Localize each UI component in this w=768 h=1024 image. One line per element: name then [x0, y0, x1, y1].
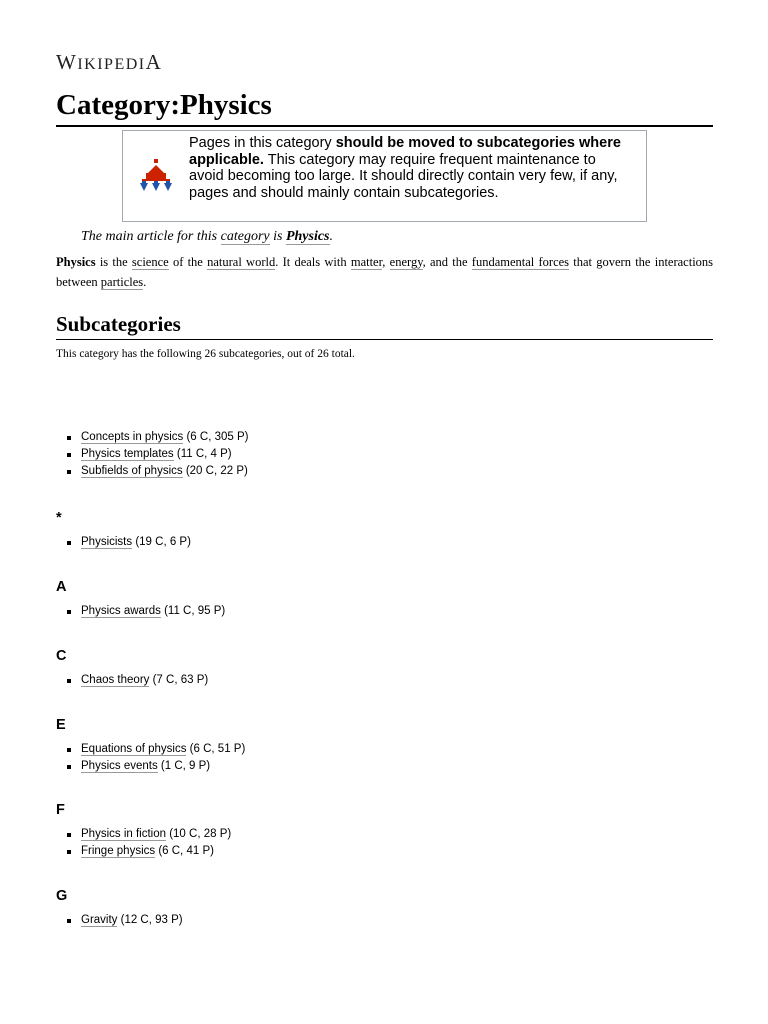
subcategory-counts: (7 C, 63 P) [149, 674, 209, 686]
subcategory-link[interactable]: Physics awards [81, 605, 161, 617]
subcategory-item [56, 758, 713, 775]
subcategory-counts: (20 C, 22 P) [182, 465, 248, 477]
subcategory-link[interactable]: Physics templates [81, 448, 174, 460]
group-letter-heading: E [56, 717, 66, 733]
group-letter-heading: * [56, 510, 62, 526]
subcategory-counts: (19 C, 6 P) [132, 536, 191, 548]
subcategory-link[interactable]: Fringe physics [81, 845, 156, 857]
subcategory-link[interactable]: Physics in fiction [81, 828, 167, 840]
subcategory-list [56, 826, 713, 860]
subcategory-link[interactable]: Equations of physics [81, 743, 187, 755]
subcategory-item [56, 534, 713, 551]
group-letter-heading: C [56, 648, 67, 664]
natural-world-link[interactable]: natural world [207, 255, 276, 269]
subcategory-counts: (11 C, 95 P) [160, 605, 226, 617]
subcategory-item [56, 912, 713, 929]
subcategory-item [56, 429, 713, 446]
wikipedia-logo[interactable]: WIKIPEDIA [56, 50, 163, 74]
subcategory-list [56, 534, 713, 551]
subcategory-item [56, 826, 713, 843]
subcategory-item [56, 843, 713, 860]
subcategory-link[interactable]: Physicists [81, 536, 133, 548]
particles-link[interactable]: particles [100, 275, 144, 289]
subcategories-heading: Subcategories [56, 311, 713, 340]
subcategory-group [56, 801, 713, 860]
matter-link[interactable]: matter [350, 255, 383, 269]
page-title: Category:Physics [56, 86, 713, 127]
subcategory-list [56, 672, 713, 689]
category-link[interactable]: category [220, 229, 270, 244]
group-letter-heading: G [56, 888, 68, 904]
subcategory-counts: (11 C, 4 P) [173, 448, 232, 460]
notice-emphasis: should be moved to subcategories where applicable. [189, 135, 621, 168]
subcategory-group [56, 647, 713, 689]
subcategory-group [56, 429, 713, 480]
subcategory-group [56, 716, 713, 775]
subcategory-list [56, 741, 713, 775]
energy-link[interactable]: energy [389, 255, 423, 269]
subcategory-link[interactable]: Gravity [81, 914, 118, 926]
subcategory-item [56, 741, 713, 758]
subcategory-list [56, 912, 713, 929]
group-letter-heading: A [56, 579, 67, 595]
maintenance-notice-box [122, 130, 647, 222]
subcategory-item [56, 446, 713, 463]
subcategory-link[interactable]: Chaos theory [81, 674, 150, 686]
subcategory-list [56, 429, 713, 480]
subcategory-counts: (6 C, 305 P) [183, 431, 249, 443]
subcategory-group [56, 578, 713, 620]
subcategory-link[interactable]: Physics events [81, 760, 158, 772]
science-link[interactable]: science [131, 255, 169, 269]
category-diffusion-icon [136, 155, 176, 199]
subcategory-item [56, 463, 713, 480]
subcategory-counts: (6 C, 41 P) [155, 845, 214, 857]
category-description: Physics is the science of the natural world. It deals with matter, energy, and the fundamental forces that govern the interactions between particles. [56, 255, 714, 289]
subcategory-counts: (10 C, 28 P) [166, 828, 232, 840]
subcategory-link[interactable]: Concepts in physics [81, 431, 184, 443]
subcategory-group [56, 509, 713, 551]
subcategory-count-text: This category has the following 26 subcategories, out of 26 total. [56, 348, 355, 360]
subcategory-item [56, 603, 713, 620]
subcategory-item [56, 672, 713, 689]
subcategory-link[interactable]: Subfields of physics [81, 465, 183, 477]
main-article-hatnote: The main article for this category is Physics. [81, 229, 334, 244]
main-article-link[interactable]: Physics [285, 229, 330, 244]
group-letter-heading: F [56, 802, 65, 818]
notice-text: Pages in this category should be moved to subcategories where applicable. This category may require frequent maintenance to avoid becoming too large. It should directly contain very few, if any, pages and should mainly contain subcategories. [189, 135, 621, 201]
subcategory-group [56, 887, 713, 929]
fundamental-forces-link[interactable]: fundamental forces [471, 255, 570, 269]
subcategory-list [56, 603, 713, 620]
subcategory-counts: (1 C, 9 P) [157, 760, 211, 772]
subcategory-counts: (6 C, 51 P) [186, 743, 246, 755]
subcategory-counts: (12 C, 93 P) [117, 914, 183, 926]
